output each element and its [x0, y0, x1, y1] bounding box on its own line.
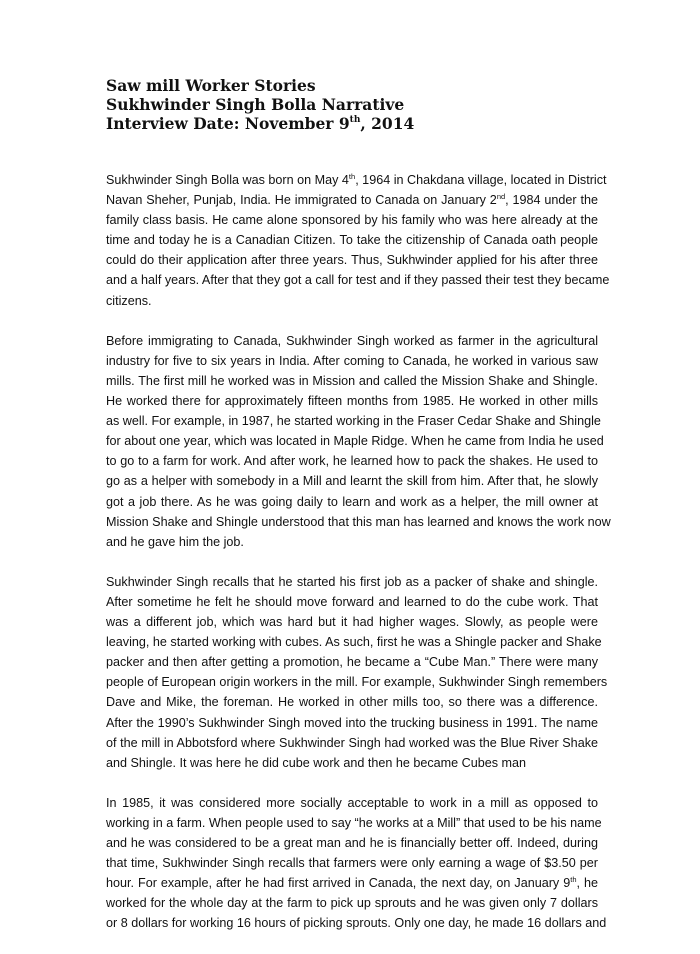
line-text: citizens. [106, 293, 152, 308]
paragraph-line [106, 270, 610, 290]
paragraph-line [106, 813, 602, 833]
line-text: hour. For example, after he had first arrived in Canada, the next day, on January 9 [106, 876, 571, 891]
line-text: mills. The first mill he worked was in Mission and called the Mission Shake and Shingle. [106, 373, 598, 388]
paragraph-line [106, 492, 598, 512]
paragraph-line [106, 713, 598, 733]
paragraph-line [106, 331, 598, 351]
paragraph-line [106, 190, 598, 210]
document-header [106, 76, 586, 133]
line-text: After the 1990’s Sukhwinder Singh moved into the trucking business in 1991. The name [106, 715, 598, 730]
line-text: and he was considered to be a great man and he is financially better off. Indeed, during [106, 836, 598, 851]
interview-date [106, 114, 586, 133]
paragraph-line [106, 391, 598, 411]
line-text: to go to a farm for work. And after work, he learned how to pack the shakes. He used to [106, 454, 598, 469]
line-text: , 1984 under the [505, 193, 599, 208]
paragraph-line [106, 471, 598, 491]
paragraph-line [106, 793, 598, 813]
line-text: He worked there for approximately fifteen months from 1985. He worked in other mills [106, 394, 598, 409]
line-text: , he [576, 876, 598, 891]
line-text: time and today he is a Canadian Citizen. To take the citizenship of Canada oath people [106, 233, 598, 248]
line-text: family class basis. He came alone sponsored by his family who was here already at the [106, 213, 598, 228]
paragraph-line [106, 592, 598, 612]
document-title: Saw mill Worker Stories [106, 76, 316, 95]
interview-date-prefix: Interview Date: November 9 [106, 114, 350, 133]
line-text: worked for the whole day at the farm to pick up sprouts and he was given only 7 dollars [106, 896, 598, 911]
paragraph-line [106, 572, 598, 592]
line-text: industry for five to six years in India. After coming to Canada, he worked in various saw [106, 353, 598, 368]
line-text: or 8 dollars for working 16 hours of picking sprouts. Only one day, he made 16 dollars and [106, 916, 607, 931]
paragraph-line [106, 913, 607, 933]
paragraph-line [106, 873, 598, 893]
line-text: Mission Shake and Shingle understood that this man has learned and knows the work now [106, 514, 611, 529]
paragraph-line [106, 250, 598, 270]
line-text: Dave and Mike, the foreman. He worked in other mills too, so there was a difference. [106, 695, 598, 710]
paragraph-line [106, 532, 598, 552]
line-text: After sometime he felt he should move forward and learned to do the cube work. That [106, 594, 598, 609]
document-subtitle: Sukhwinder Singh Bolla Narrative [106, 95, 405, 114]
line-text: Navan Sheher, Punjab, India. He immigrated to Canada on January 2 [106, 193, 497, 208]
interview-date-ordinal: th [349, 114, 361, 125]
line-text: and he gave him the job. [106, 534, 244, 549]
line-text: and a half years. After that they got a call for test and if they passed their test they became [106, 273, 610, 288]
line-text: could do their application after three years. Thus, Sukhwinder applied for his after three [106, 253, 598, 268]
line-text: for about one year, which was located in Maple Ridge. When he came from India he used [106, 434, 604, 449]
line-text: that time, Sukhwinder Singh recalls that farmers were only earning a wage of $3.50 per [106, 856, 598, 871]
line-text: packer and then after getting a promotion, he became a “Cube Man.” There were many [106, 655, 598, 670]
paragraph [106, 170, 610, 311]
line-text: got a job there. As he was going daily to learn and work as a helper, the mill owner at [106, 494, 598, 509]
ordinal-suffix: th [570, 875, 577, 885]
line-text: working in a farm. When people used to say “he works at a Mill” that used to be his name [106, 816, 602, 830]
line-text: leaving, he started working with cubes. As such, first he was a Shingle packer and Shake [106, 635, 602, 650]
line-text: Sukhwinder Singh Bolla was born on May 4 [106, 173, 349, 187]
line-text: people of European origin workers in the mill. For example, Sukhwinder Singh remembers [106, 675, 608, 690]
paragraph-line [106, 753, 598, 773]
paragraph-line [106, 512, 611, 532]
line-text: In 1985, it was considered more socially acceptable to work in a mill as opposed to [106, 795, 598, 810]
paragraph-line [106, 672, 608, 692]
paragraph-line [106, 371, 598, 391]
narrative-body [106, 170, 611, 954]
paragraph [106, 331, 611, 552]
paragraph-line [106, 431, 604, 451]
paragraph-line [106, 733, 598, 753]
paragraph-line [106, 210, 598, 230]
line-text: as well. For example, in 1987, he started working in the Fraser Cedar Shake and Shingle [106, 414, 601, 429]
ordinal-suffix: nd [496, 191, 506, 201]
paragraph-line [106, 451, 598, 471]
paragraph-line [106, 230, 598, 250]
line-text: go as a helper with somebody in a Mill and learnt the skill from him. After that, he slowly [106, 474, 598, 489]
paragraph-line [106, 632, 602, 652]
line-text: Before immigrating to Canada, Sukhwinder Singh worked as farmer in the agricultural [106, 333, 598, 348]
paragraph-line [106, 853, 598, 873]
ordinal-suffix: th [348, 171, 356, 181]
paragraph [106, 793, 607, 934]
line-text: of the mill in Abbotsford where Sukhwinder Singh had worked was the Blue River Shake [106, 735, 598, 750]
paragraph-line [106, 411, 601, 431]
paragraph-line [106, 833, 598, 853]
paragraph-line [106, 291, 598, 311]
paragraph-line [106, 351, 598, 371]
line-text: Sukhwinder Singh recalls that he started his first job as a packer of shake and shingle. [106, 574, 598, 589]
line-text: was a different job, which was hard but it had higher wages. Slowly, as people were [106, 615, 598, 630]
paragraph-line [106, 612, 598, 632]
line-text: and Shingle. It was here he did cube work and then he became Cubes man [106, 755, 527, 770]
paragraph-line [106, 692, 598, 712]
paragraph [106, 572, 608, 773]
interview-date-year: , 2014 [360, 114, 415, 133]
paragraph-line [106, 170, 607, 190]
paragraph-line [106, 652, 598, 672]
paragraph-line [106, 893, 598, 913]
line-text: , 1964 in Chakdana village, located in District [355, 173, 607, 187]
